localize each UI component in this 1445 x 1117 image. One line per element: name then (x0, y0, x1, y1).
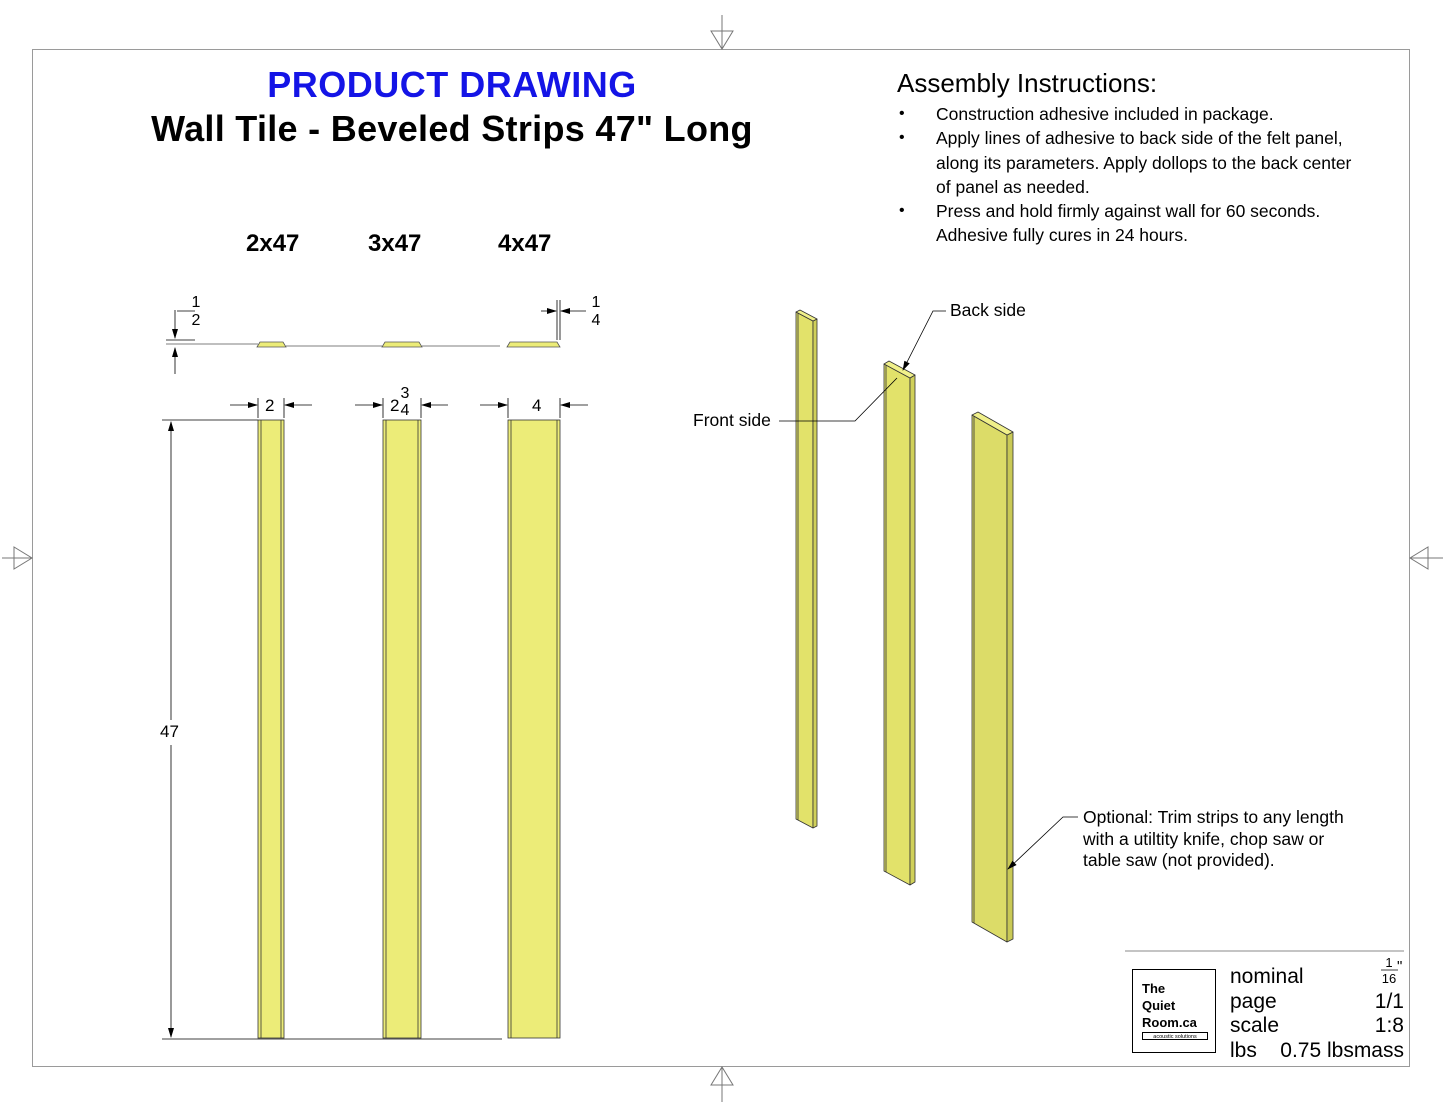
bevel-dimension (541, 300, 586, 340)
bullet-icon: • (899, 202, 905, 220)
width-dim-3-whole: 2 (390, 396, 400, 415)
end-profile-3 (382, 342, 422, 347)
width-dim-2: 2 (265, 396, 275, 415)
callout-line: Optional: Trim strips to any length (1083, 807, 1344, 827)
width-dim-3-numerator: 3 (400, 385, 410, 402)
width-dim-4: 4 (532, 396, 542, 415)
scale-value: 1:8 (1374, 1014, 1404, 1037)
assembly-step (897, 102, 1417, 126)
bevel-denominator: 4 (591, 312, 601, 329)
callout-front-side: Front side (693, 410, 771, 430)
leader-back-side (903, 311, 946, 370)
length-dim: 47 (160, 722, 179, 741)
iso-strip-4 (972, 412, 1013, 942)
scale-label: scale (1230, 1014, 1280, 1037)
step-line: Apply lines of adhesive to back side of the felt panel, (936, 128, 1343, 149)
size-label-2x47: 2x47 (246, 230, 300, 257)
bullet-icon: • (899, 105, 905, 122)
thickness-numerator: 1 (191, 294, 201, 311)
drawing-subtitle: Wall Tile - Beveled Strips 47" Long (151, 108, 753, 149)
weight-value: 0.75 lbsmass (1280, 1039, 1404, 1062)
callout-optional (1083, 807, 1344, 872)
size-label-3x47: 3x47 (368, 230, 422, 257)
strip-3x47 (383, 420, 421, 1038)
step-line: Construction adhesive included in package. (936, 104, 1274, 124)
logo-line: Quiet (1142, 998, 1176, 1013)
leader-optional (1008, 817, 1078, 869)
end-view (166, 342, 560, 347)
width-dim-3-denominator: 4 (400, 402, 410, 419)
logo-tagline: acoustic solutions (1142, 1032, 1208, 1040)
assembly-step (897, 199, 1417, 248)
callout-back-side: Back side (950, 300, 1026, 320)
drawing-title: PRODUCT DRAWING (267, 64, 637, 105)
tolerance-numerator: 1 (1385, 955, 1393, 970)
center-mark-bottom (711, 1067, 733, 1102)
weight-label: lbs (1230, 1039, 1257, 1062)
bevel-numerator: 1 (591, 294, 601, 311)
center-mark-left (2, 547, 32, 569)
assembly-step (897, 126, 1417, 199)
strip-4x47 (508, 420, 560, 1038)
step-line: Adhesive fully cures in 24 hours. (936, 225, 1188, 246)
logo-line: The (1142, 981, 1166, 996)
bullet-icon: • (899, 129, 905, 147)
company-logo (1132, 969, 1216, 1053)
front-view-strips (258, 420, 560, 1038)
center-mark-right (1410, 547, 1443, 569)
end-profile-4 (507, 342, 560, 347)
logo-line: Room.ca (1142, 1015, 1197, 1030)
callout-line: table saw (not provided). (1083, 850, 1275, 870)
callout-line: with a utiltity knife, chop saw or (1083, 828, 1325, 849)
step-line: of panel as needed. (936, 176, 1090, 197)
thickness-denominator: 2 (191, 312, 201, 329)
assembly-title: Assembly Instructions: (897, 68, 1158, 98)
iso-strip-2 (796, 310, 817, 828)
page-value: 1/1 (1374, 990, 1404, 1013)
length-dimension (162, 420, 502, 1039)
size-label-4x47: 4x47 (498, 230, 552, 257)
tolerance-denominator: 16 (1381, 971, 1397, 986)
iso-strip-3 (884, 361, 915, 885)
center-mark-top (711, 15, 733, 49)
end-profile-2 (257, 342, 286, 347)
logo-text (1142, 980, 1197, 1031)
assembly-steps (897, 102, 1417, 248)
page-label: page (1230, 990, 1277, 1013)
step-line: along its parameters. Apply dollops to the back center (936, 152, 1352, 173)
tolerance-label: nominal (1230, 965, 1304, 988)
strip-2x47 (258, 420, 284, 1038)
tolerance-unit: " (1397, 958, 1403, 975)
step-line: Press and hold firmly against wall for 60 seconds. (936, 201, 1321, 222)
